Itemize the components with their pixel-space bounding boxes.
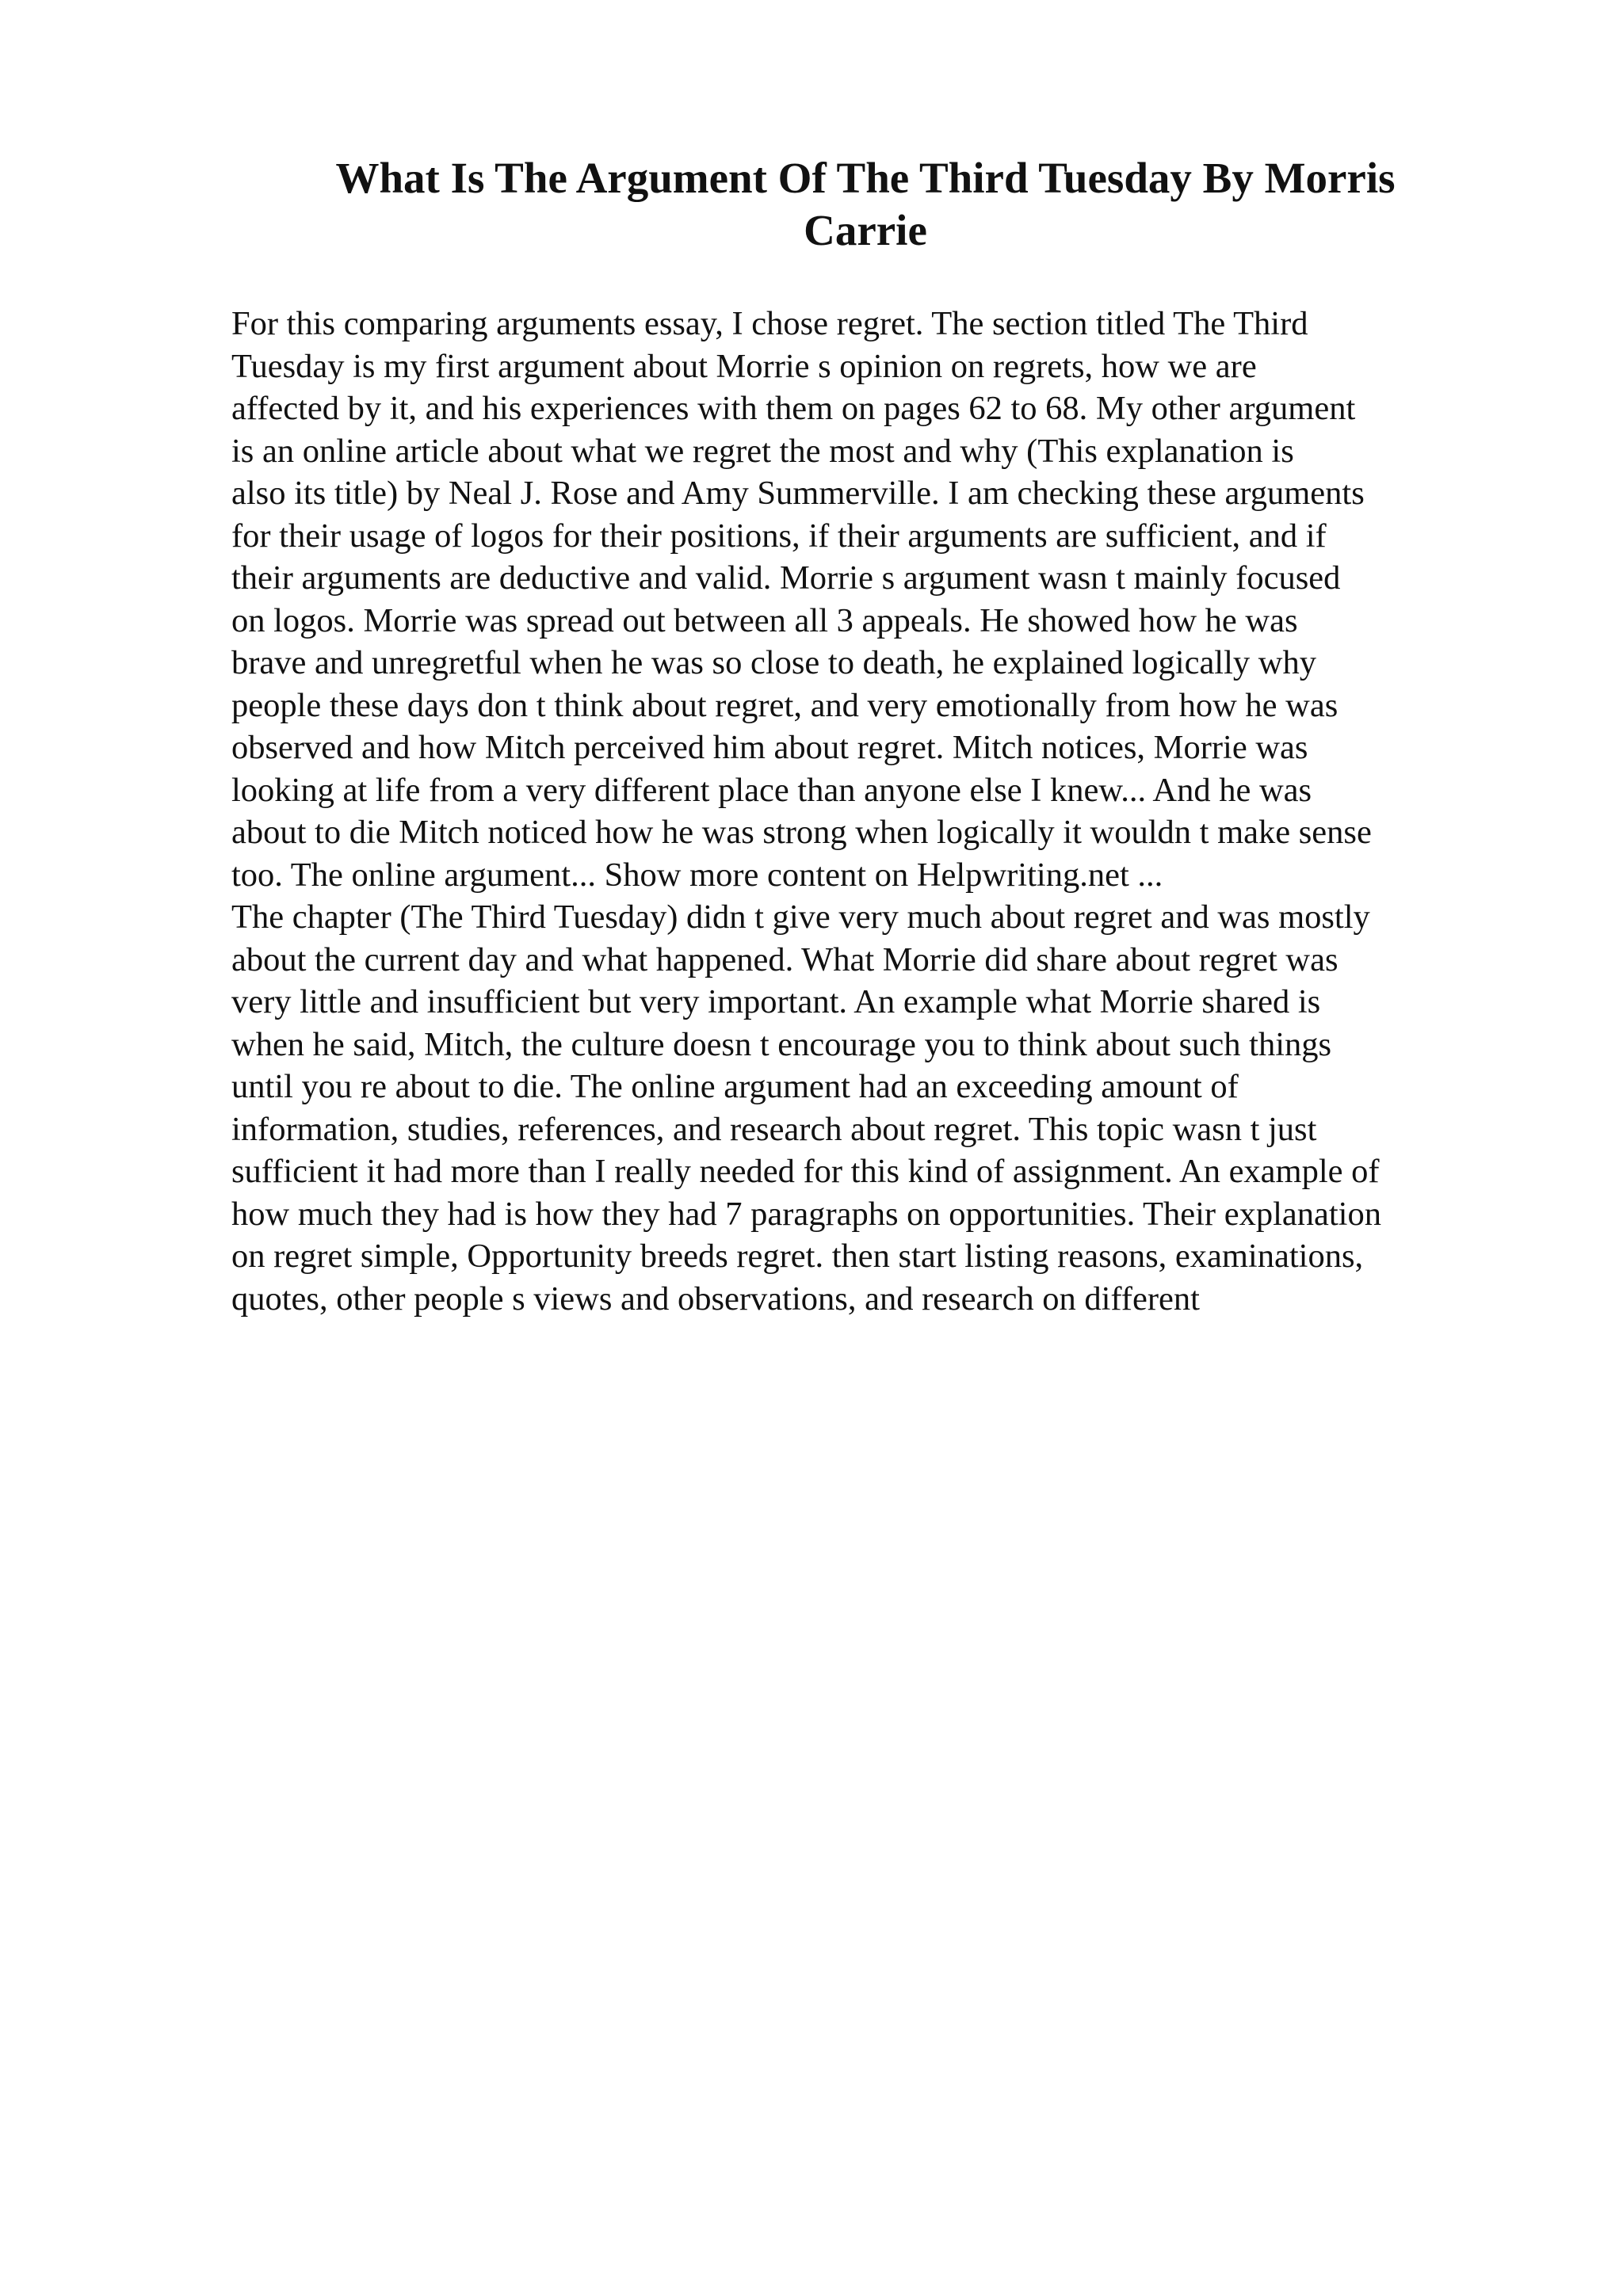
text-line: about the current day and what happened. What Morrie did share about regret was	[231, 940, 1338, 978]
text-line: their arguments are deductive and valid. Morrie s argument wasn t mainly focused	[231, 559, 1341, 597]
text-line: on regret simple, Opportunity breeds regret. then start listing reasons, examinations,	[231, 1238, 1364, 1275]
paragraph-1	[231, 303, 1515, 896]
text-line: too. The online argument... Show more content on Helpwriting.net ...	[231, 856, 1163, 894]
text-line: brave and unregretful when he was so close to death, he explained logically why	[231, 644, 1316, 681]
text-line: when he said, Mitch, the culture doesn t encourage you to think about such things	[231, 1025, 1332, 1063]
text-line: also its title) by Neal J. Rose and Amy Summerville. I am checking these arguments	[231, 475, 1365, 512]
document-body	[231, 303, 1515, 1320]
text-line: how much they had is how they had 7 paragraphs on opportunities. Their explanation	[231, 1195, 1381, 1233]
text-line: quotes, other people s views and observations, and research on different	[231, 1280, 1200, 1318]
text-line: about to die Mitch noticed how he was strong when logically it wouldn t make sense	[231, 814, 1372, 851]
text-line: people these days don t think about regret, and very emotionally from how he was	[231, 686, 1338, 724]
text-line: affected by it, and his experiences with them on pages 62 to 68. My other argument	[231, 390, 1356, 427]
text-line: is an online article about what we regret the most and why (This explanation is	[231, 432, 1294, 470]
text-line: The chapter (The Third Tuesday) didn t give very much about regret and was mostly	[231, 898, 1370, 936]
title-line: What Is The Argument Of The Third Tuesday By Morris	[335, 154, 1396, 202]
text-line: until you re about to die. The online argument had an exceeding amount of	[231, 1068, 1239, 1105]
text-line: looking at life from a very different place than anyone else I knew... And he was	[231, 771, 1312, 809]
text-line: Tuesday is my first argument about Morrie s opinion on regrets, how we are	[231, 347, 1257, 385]
text-line: observed and how Mitch perceived him about regret. Mitch notices, Morrie was	[231, 729, 1308, 766]
text-line: on logos. Morrie was spread out between all 3 appeals. He showed how he was	[231, 601, 1298, 639]
document-title	[231, 152, 1499, 257]
text-line: For this comparing arguments essay, I chose regret. The section titled The Third	[231, 305, 1308, 342]
text-line: very little and insufficient but very important. An example what Morrie shared is	[231, 983, 1321, 1020]
text-line: information, studies, references, and research about regret. This topic wasn t just	[231, 1110, 1317, 1148]
text-line: for their usage of logos for their positions, if their arguments are sufficient, and if	[231, 517, 1327, 555]
paragraph-2	[231, 896, 1515, 1320]
title-line: Carrie	[804, 206, 927, 254]
text-line: sufficient it had more than I really needed for this kind of assignment. An example of	[231, 1153, 1380, 1190]
